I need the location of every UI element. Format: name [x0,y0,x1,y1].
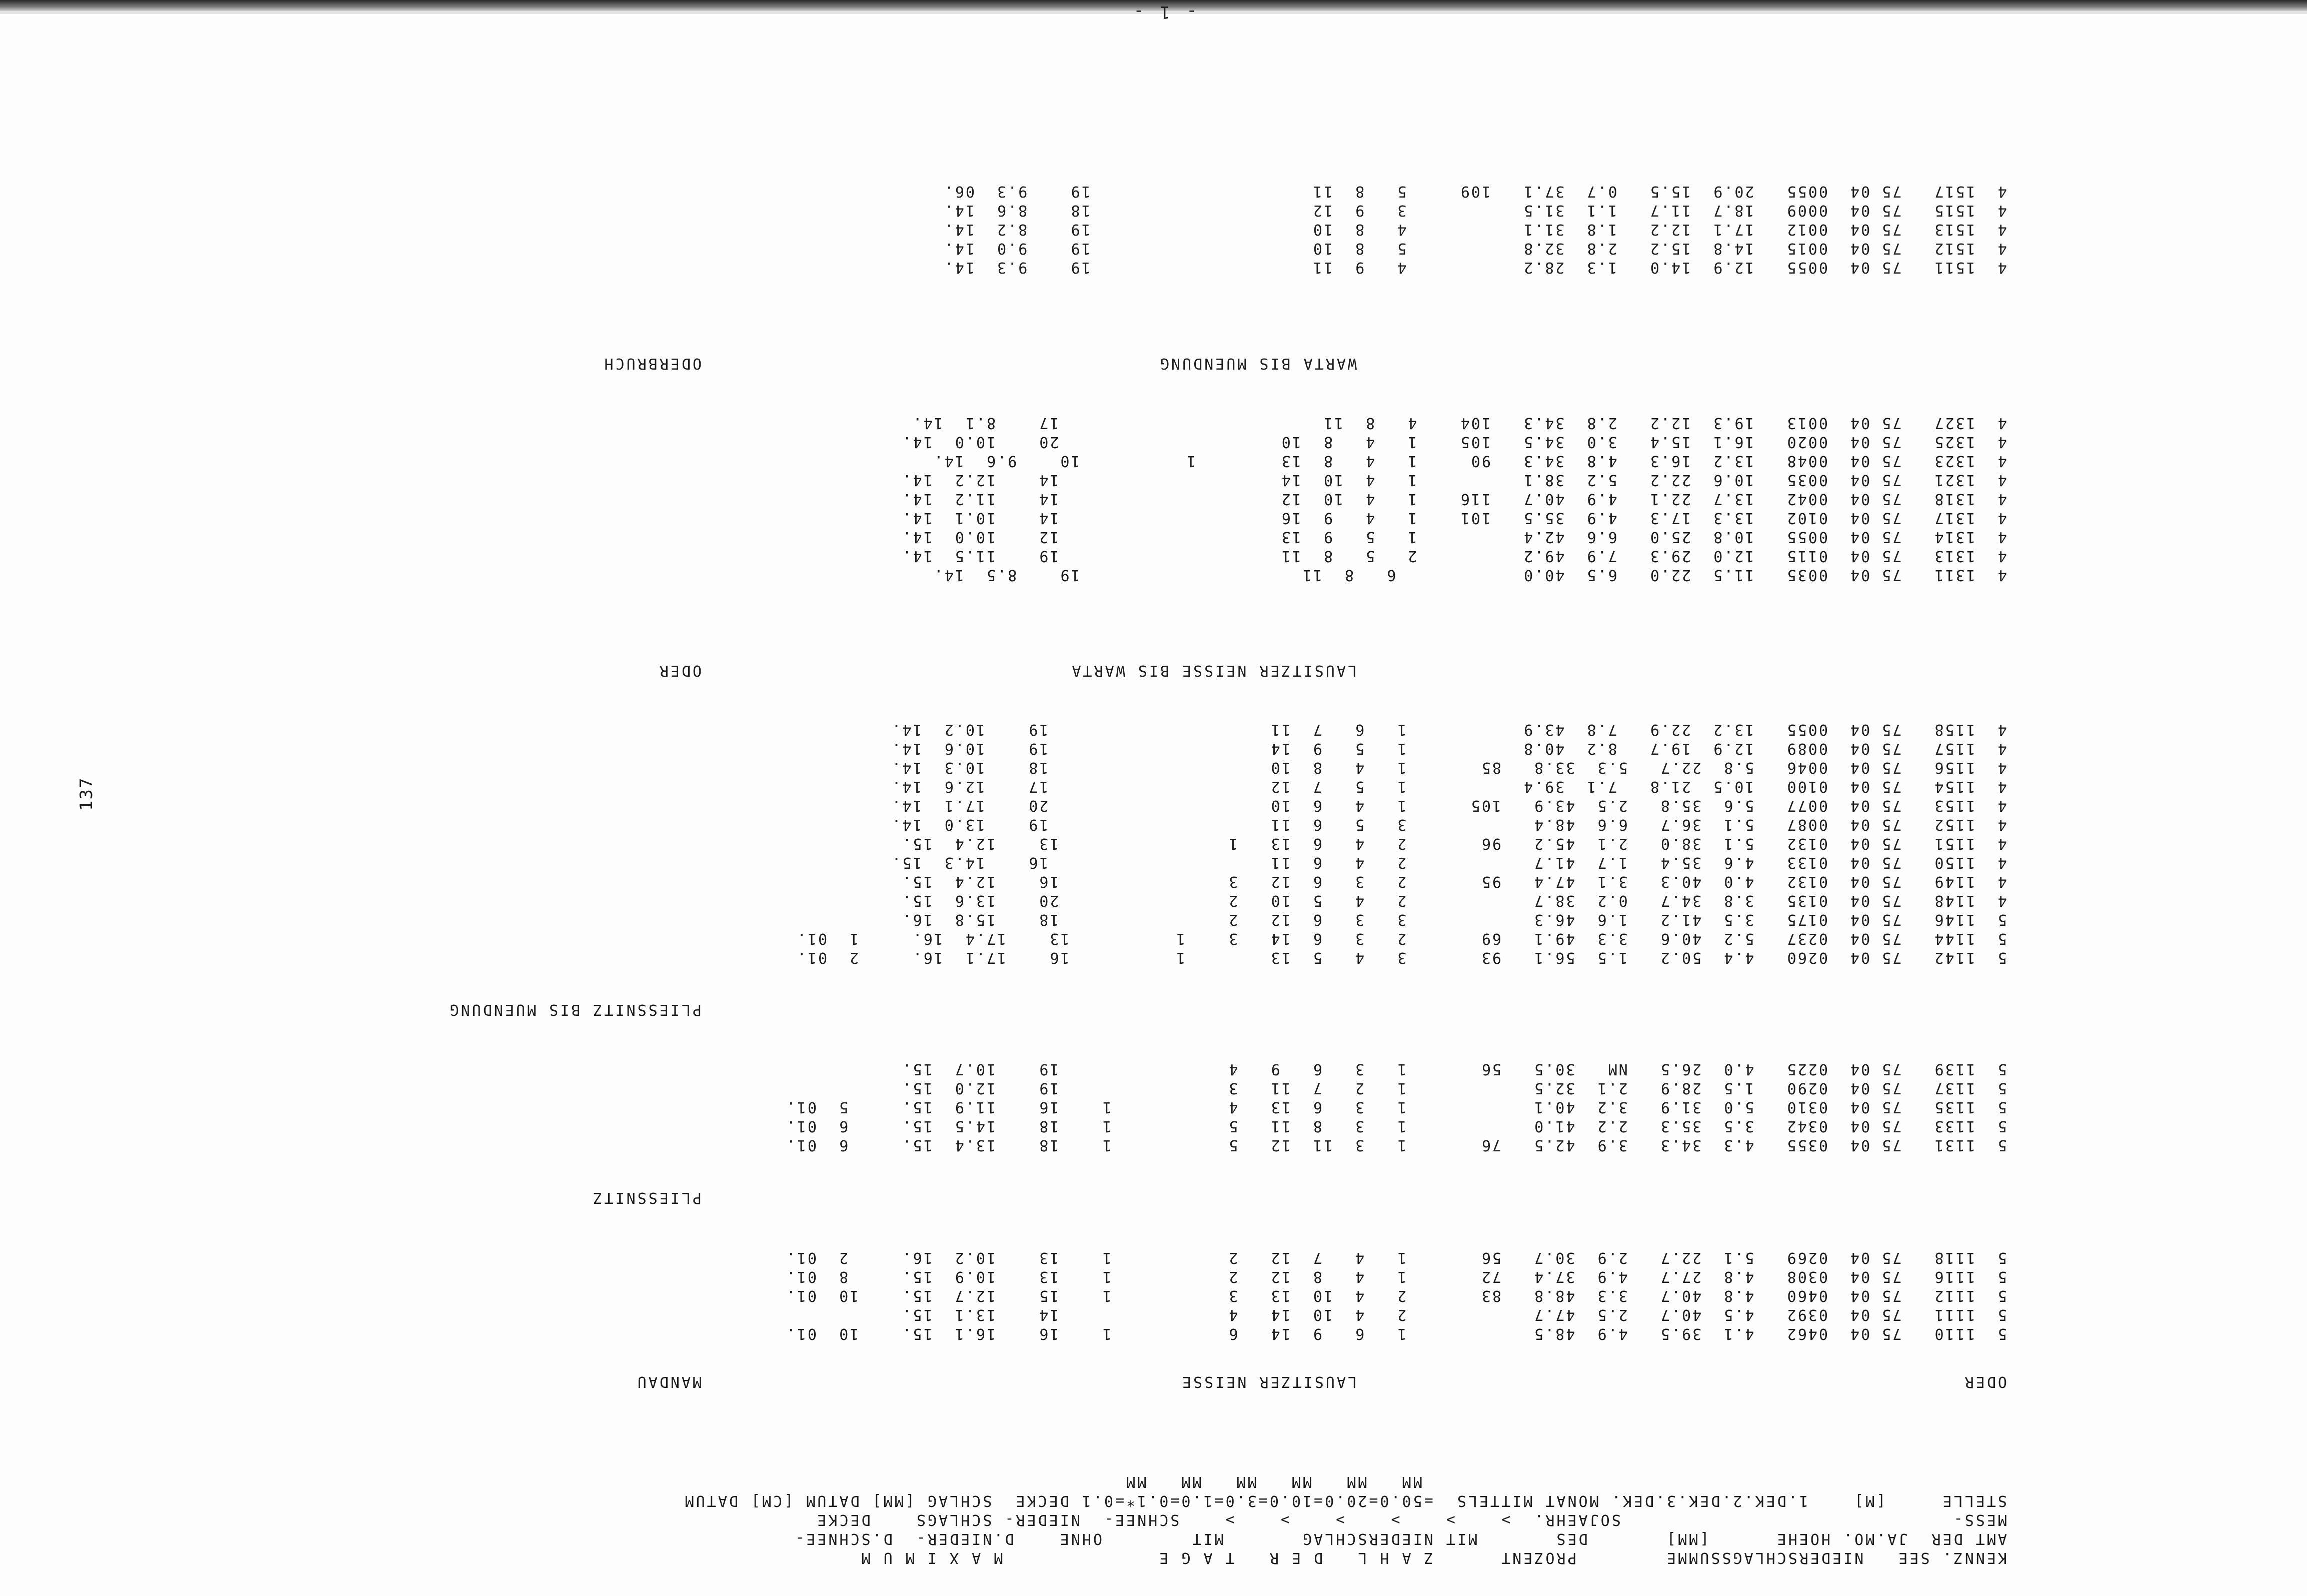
table-row: 5 1139 75 04 0225 4.0 26.5 NM 30.5 56 1 3 6 9 4 19 10.7 15. [901,1060,2007,1078]
table-row: 4 1151 75 04 0132 5.1 38.0 2.1 45.2 96 2 4 6 13 1 13 12.4 15. [901,835,2007,852]
table-row: 5 1118 75 04 0269 5.1 22.7 2.9 30.7 56 1 4 7 12 2 1 13 10.2 16. 2 01. [785,1249,2007,1266]
table-row: 4 1327 75 04 0013 19.3 12.2 2.8 34.3 104 4 8 11 17 8.1 14. [911,414,2007,432]
table-row: 4 1513 75 04 0012 17.1 12.2 1.8 31.1 4 8 10 19 8.2 14. [943,221,2007,238]
table-row: 5 1131 75 04 0355 4.3 34.3 3.9 42.5 76 1 3 11 12 5 1 18 13.4 15. 6 01. [785,1136,2007,1154]
table-row: 4 1517 75 04 0055 20.9 15.5 0.7 37.1 109 5 8 11 19 9.3 06. [943,183,2007,200]
section-mid-label: LAUSITZER NEISSE BIS WARTA [1070,662,1357,679]
table-row: 4 1325 75 04 0020 16.1 15.4 3.0 34.5 105 1 4 8 10 20 10.0 14. [901,433,2007,451]
table-row: 4 1313 75 04 0115 12.0 29.3 7.9 49.2 2 5 8 11 19 11.5 14. [901,547,2007,565]
table-row: 5 1146 75 04 0175 3.5 41.2 1.6 46.3 3 3 6 12 2 18 15.8 16. [901,911,2007,928]
table-row: 5 1116 75 04 0308 4.8 27.7 4.9 37.4 72 1 4 8 12 2 1 13 10.9 15. 8 01. [785,1268,2007,1285]
table-row: 4 1157 75 04 0089 12.9 19.7 8.2 40.8 1 5 9 14 19 10.6 14. [890,740,2007,757]
header-line-4: STELLE [M] 1.DEK.2.DEK.3.DEK. MONAT MITTELS =50.0=20.0=10.0=3.0=1.0=0.1*=0.1 DECKE SCHLAG [MM] DATUM [CM] DATUM [683,1492,2007,1509]
section-right-label: ODER [657,662,702,679]
table-row: 4 1152 75 04 0087 5.1 36.7 6.6 48.4 3 5 6 11 19 13.0 14. [890,816,2007,833]
section-right-label: ODERBRUCH [602,355,702,372]
section-mid-label: LAUSITZER NEISSE [1180,1373,1357,1390]
table-row: 4 1154 75 04 0100 10.5 21.8 7.1 39.4 1 5 7 12 17 12.6 14. [890,778,2007,795]
page-margin-note: 137 [77,777,97,811]
page-number: - 1 - [1130,2,1197,22]
table-row: 5 1110 75 04 0462 4.1 39.5 4.9 48.5 1 6 9 14 6 1 16 16.1 15. 10 01. [785,1325,2007,1342]
table-row: 4 1150 75 04 0133 4.6 35.4 1.7 41.7 2 4 6 11 16 14.3 15. [890,854,2007,871]
table-row: 4 1512 75 04 0015 14.8 15.2 2.8 32.8 5 8 10 19 9.0 14. [943,240,2007,257]
table-row: 4 1321 75 04 0035 10.6 22.2 5.2 38.1 1 4 10 14 14 12.2 14. [901,471,2007,489]
table-row: 4 1317 75 04 0102 13.3 17.3 4.9 35.5 101 1 4 9 16 14 10.1 14. [901,509,2007,527]
section-right-label: PLIESSNITZ [591,1189,702,1206]
table-row: 5 1135 75 04 0310 5.0 31.9 3.2 40.1 1 3 6 13 4 1 16 11.9 15. 5 01. [785,1098,2007,1116]
table-row: 5 1144 75 04 0237 5.2 40.6 3.3 49.1 69 2 3 6 14 3 1 13 17.4 16. 1 01. [795,930,2007,947]
table-row: 4 1314 75 04 0055 10.8 25.0 6.6 42.4 1 5 9 13 12 10.0 14. [901,528,2007,546]
table-row: 4 1153 75 04 0077 5.6 35.8 2.5 43.9 105 1 4 6 10 20 17.1 14. [890,797,2007,814]
table-row: 4 1318 75 04 0042 13.7 22.1 4.9 40.7 116 1 4 10 12 14 11.2 14. [901,490,2007,508]
table-row: 4 1148 75 04 0135 3.8 34.7 0.2 38.7 2 4 5 10 2 20 13.6 15. [901,892,2007,909]
table-row: 5 1112 75 04 0460 4.8 40.7 3.3 48.8 83 2 4 10 13 3 1 15 12.7 15. 10 01. [785,1287,2007,1304]
table-row: 4 1311 75 04 0035 11.5 22.0 6.5 40.0 6 8 11 19 8.5 14. [932,566,2007,584]
table-row: 5 1137 75 04 0290 1.5 28.9 2.1 32.5 1 2 7 11 3 19 12.0 15. [901,1079,2007,1097]
table-row: 4 1158 75 04 0055 13.2 22.9 7.8 43.9 1 6 7 11 19 10.2 14. [890,721,2007,738]
header-line-3: MESS- SOJAEHR. > > > > > > SCHNEE- NIEDER- SCHLAGS DECKE [815,1511,2007,1528]
header-line-2: AMT DER JA.MO. HOEHE [MM] DES MIT NIEDERSCHLAG MIT OHNE D.NIEDER- D.SCHNEE- [793,1530,2007,1547]
table-row: 4 1149 75 04 0132 4.0 40.3 3.1 47.4 95 2 3 6 12 3 16 12.4 15. [901,873,2007,890]
table-row: 4 1323 75 04 0048 13.2 16.3 4.8 34.3 90 1 4 8 13 1 10 9.6 14. [932,452,2007,470]
section-right-label: MANDAU [635,1373,702,1390]
header-line-5: MM MM MM MM MM MM [1124,1473,2007,1490]
table-row: 4 1156 75 04 0046 5.8 22.7 5.3 33.8 85 1 4 8 10 18 10.3 14. [890,759,2007,776]
table-row: 5 1111 75 04 0392 4.5 40.7 2.5 47.7 2 4 10 14 4 14 13.1 15. [901,1306,2007,1323]
header-line-1: KENNZ. SEE NIEDERSCHLAGSSUMME PROZENT Z A H L D E R T A G E M A X I M U M [859,1549,2007,1566]
section-mid-label: WARTA BIS MUENDUNG [1158,355,1357,372]
section-right-label: PLIESSNITZ BIS MUENDUNG [448,1001,702,1018]
table-row: 5 1142 75 04 0260 4.4 50.2 1.5 56.1 93 3 4 5 13 1 16 17.1 16. 2 01. [795,949,2007,966]
section-left-label: ODER [1962,1373,2007,1390]
table-row: 5 1133 75 04 0342 3.5 35.3 2.2 41.0 1 3 8 11 5 1 18 14.5 15. 6 01. [785,1117,2007,1135]
table-row: 4 1515 75 04 0009 18.7 11.7 1.1 31.5 3 9 12 18 8.6 14. [943,202,2007,219]
table-row: 4 1511 75 04 0055 12.9 14.0 1.3 28.2 4 9 11 19 9.3 14. [943,259,2007,276]
